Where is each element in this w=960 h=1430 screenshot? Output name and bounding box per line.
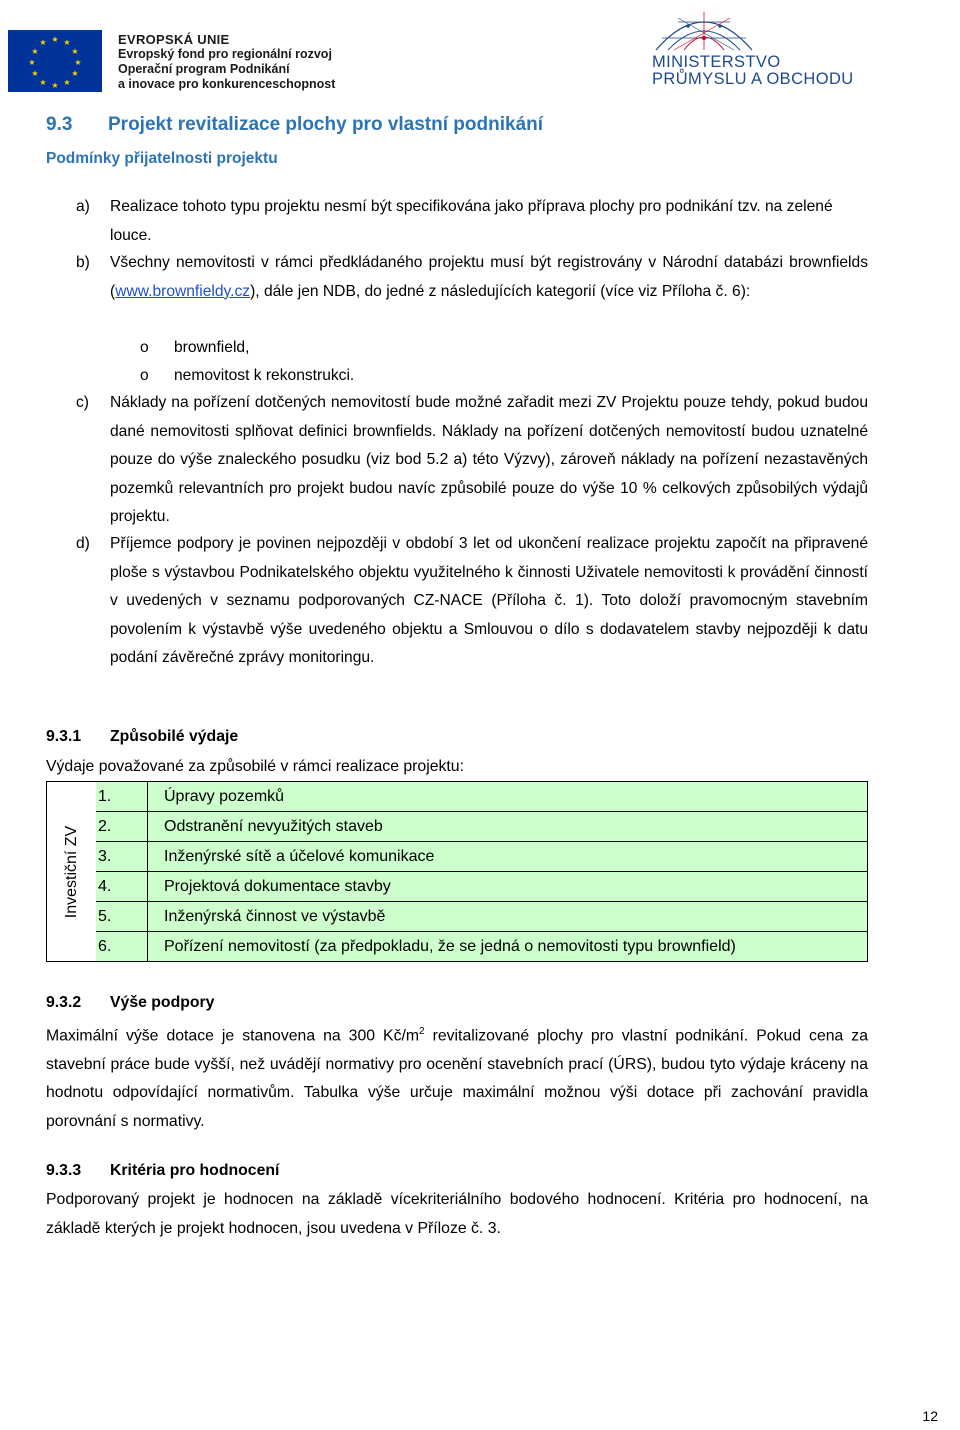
table-row — [96, 872, 867, 902]
svg-text:★: ★ — [63, 38, 71, 47]
subsection-title: Výše podpory — [110, 994, 215, 1011]
text-part: revitalizované plochy pro vlastní podnikání. Pokud cena za stavební práce bude vyšší, než uvádějí normativy pro ocenění stavebních prací (ÚRS), budou tyto výdaje kráceny na hodnotu odpovídající normativům. Tabulka výše určuje maximální možnou výši dotace při zachování pravidla porovnání s normativy. — [46, 1027, 868, 1130]
row-text: Úpravy pozemků — [164, 788, 285, 805]
mpo-line-2: PRŮMYSLU A OBCHODU — [652, 70, 854, 88]
svg-text:★: ★ — [71, 69, 79, 78]
table-row — [96, 902, 867, 932]
list-marker: a) — [76, 198, 90, 215]
list-item-d — [76, 530, 868, 673]
sub-item-text: nemovitost k rekonstrukci. — [174, 367, 355, 384]
svg-text:★: ★ — [51, 35, 59, 44]
bullet-icon: o — [140, 339, 149, 356]
subsection-932-heading — [46, 994, 214, 1012]
row-text: Inženýrská činnost ve výstavbě — [164, 908, 386, 925]
sub-item-brownfield — [140, 334, 249, 363]
mpo-globe-logo — [648, 8, 760, 52]
svg-text:★: ★ — [51, 81, 59, 90]
subsection-number: 9.3.3 — [46, 1162, 82, 1179]
svg-text:★: ★ — [74, 58, 82, 67]
row-text: Odstranění nevyužitých staveb — [164, 818, 383, 835]
row-text: Inženýrské sítě a účelové komunikace — [164, 848, 435, 865]
eu-line-2: Evropský fond pro regionální rozvoj — [118, 47, 332, 61]
svg-text:★: ★ — [39, 78, 47, 87]
mpo-text — [652, 54, 854, 88]
subsection-title: Způsobilé výdaje — [110, 728, 239, 745]
sub-item-rekonstrukce — [140, 362, 354, 391]
section-title: Projekt revitalizace plochy pro vlastní podnikání — [108, 114, 544, 135]
eu-program-text — [118, 32, 335, 92]
text-part: Maximální výše dotace je stanovena na 300 Kč/m — [46, 1027, 420, 1045]
text-part: Všechny nemovitosti v rámci předkládaného projektu musí být registrovány v Národní databázi brownfields ( — [110, 254, 868, 300]
list-text: Příjemce podpory je povinen nejpozději v období 3 let od ukončení realizace projektu započít na připravené ploše s výstavbou Podnikatelského objektu využitelného k činnosti Uživatele nemovitosti k provádění činností v uvedených v seznamu podporovaných CZ-NACE (Příloha č. 1). Toto doloží pravomocným stavebním povolením k výstavbě výše uvedeného objektu a Smlouvou o dílo s dodavatelem stavby nejpozději k datu podání závěrečné zprávy monitoringu. — [110, 535, 868, 666]
list-item-b — [76, 249, 868, 306]
list-item-c — [76, 389, 868, 532]
section-heading — [46, 114, 543, 136]
list-marker: c) — [76, 394, 89, 411]
svg-text:★: ★ — [71, 47, 79, 56]
list-text — [110, 249, 868, 306]
superscript: 2 — [419, 1026, 425, 1037]
row-number: 2. — [96, 812, 148, 841]
subsection-number: 9.3.2 — [46, 994, 82, 1011]
row-number: 1. — [96, 782, 148, 811]
table-side-label: Investiční ZV — [62, 825, 80, 918]
globe-icon — [648, 8, 760, 52]
table-row — [96, 782, 867, 812]
svg-text:★: ★ — [31, 69, 39, 78]
svg-text:★: ★ — [39, 38, 47, 47]
subsection-title: Kritéria pro hodnocení — [110, 1162, 280, 1179]
subsection-933-heading — [46, 1162, 279, 1180]
row-number: 4. — [96, 872, 148, 901]
row-number: 5. — [96, 902, 148, 931]
svg-text:★: ★ — [28, 58, 36, 67]
brownfieldy-link[interactable]: www.brownfieldy.cz — [115, 282, 251, 300]
row-number: 6. — [96, 932, 148, 961]
evaluation-criteria-text: Podporovaný projekt je hodnocen na základě vícekriteriálního bodového hodnocení. Kritéria pro hodnocení, na základě kterých je projekt hodnocen, jsou uvedena v Příloze č. 3. — [46, 1191, 868, 1237]
eligible-costs-intro: Výdaje považované za způsobilé v rámci realizace projektu: — [46, 758, 464, 775]
row-number: 3. — [96, 842, 148, 871]
sub-item-text: brownfield, — [174, 339, 250, 356]
row-text: Projektová dokumentace stavby — [164, 878, 391, 895]
page-number: 12 — [922, 1408, 938, 1424]
list-marker: b) — [76, 254, 90, 271]
mpo-line-1: MINISTERSTVO — [652, 53, 781, 71]
list-text: Náklady na pořízení dotčených nemovitostí bude možné zařadit mezi ZV Projektu pouze tehdy, pokud budou dané nemovitosti splňovat definici brownfields. Náklady na pořízení dotčených nemovitostí budou uznatelné pouze do výše znaleckého posudku (viz bod 5.2 a) této Výzvy), zároveň náklady na pořízení nezastavěných pozemků relevantních pro projekt budou navíc způsobilé pouze do výše 10 % celkových způsobilých výdajů projektu. — [110, 394, 868, 525]
eligible-costs-table — [46, 781, 868, 962]
table-row — [96, 812, 867, 842]
text-part: ), dále jen NDB, do jedné z následujících kategorií (více viz Příloha č. 6): — [250, 282, 751, 300]
support-amount-text — [46, 1018, 868, 1136]
svg-text:★: ★ — [63, 78, 71, 87]
eu-stars-icon — [8, 30, 102, 92]
eu-line-1: EVROPSKÁ UNIE — [118, 32, 230, 47]
table-row — [96, 932, 867, 961]
subsection-number: 9.3.1 — [46, 728, 82, 745]
eu-flag-logo — [8, 30, 102, 92]
section-number: 9.3 — [46, 114, 73, 135]
table-side-label-cell — [47, 782, 97, 961]
svg-text:★: ★ — [31, 47, 39, 56]
eu-line-3: Operační program Podnikání — [118, 62, 290, 76]
list-text: Realizace tohoto typu projektu nesmí být specifikována jako příprava plochy pro podnikání tzv. na zelené louce. — [110, 198, 833, 244]
bullet-icon: o — [140, 367, 149, 384]
table-row — [96, 842, 867, 872]
eu-line-4: a inovace pro konkurenceschopnost — [118, 77, 336, 91]
subsection-931-heading — [46, 728, 238, 746]
row-text: Pořízení nemovitostí (za předpokladu, že se jedná o nemovitosti typu brownfield) — [164, 938, 736, 955]
list-item-a — [76, 193, 868, 250]
list-marker: d) — [76, 535, 90, 552]
subheading: Podmínky přijatelnosti projektu — [46, 150, 278, 167]
